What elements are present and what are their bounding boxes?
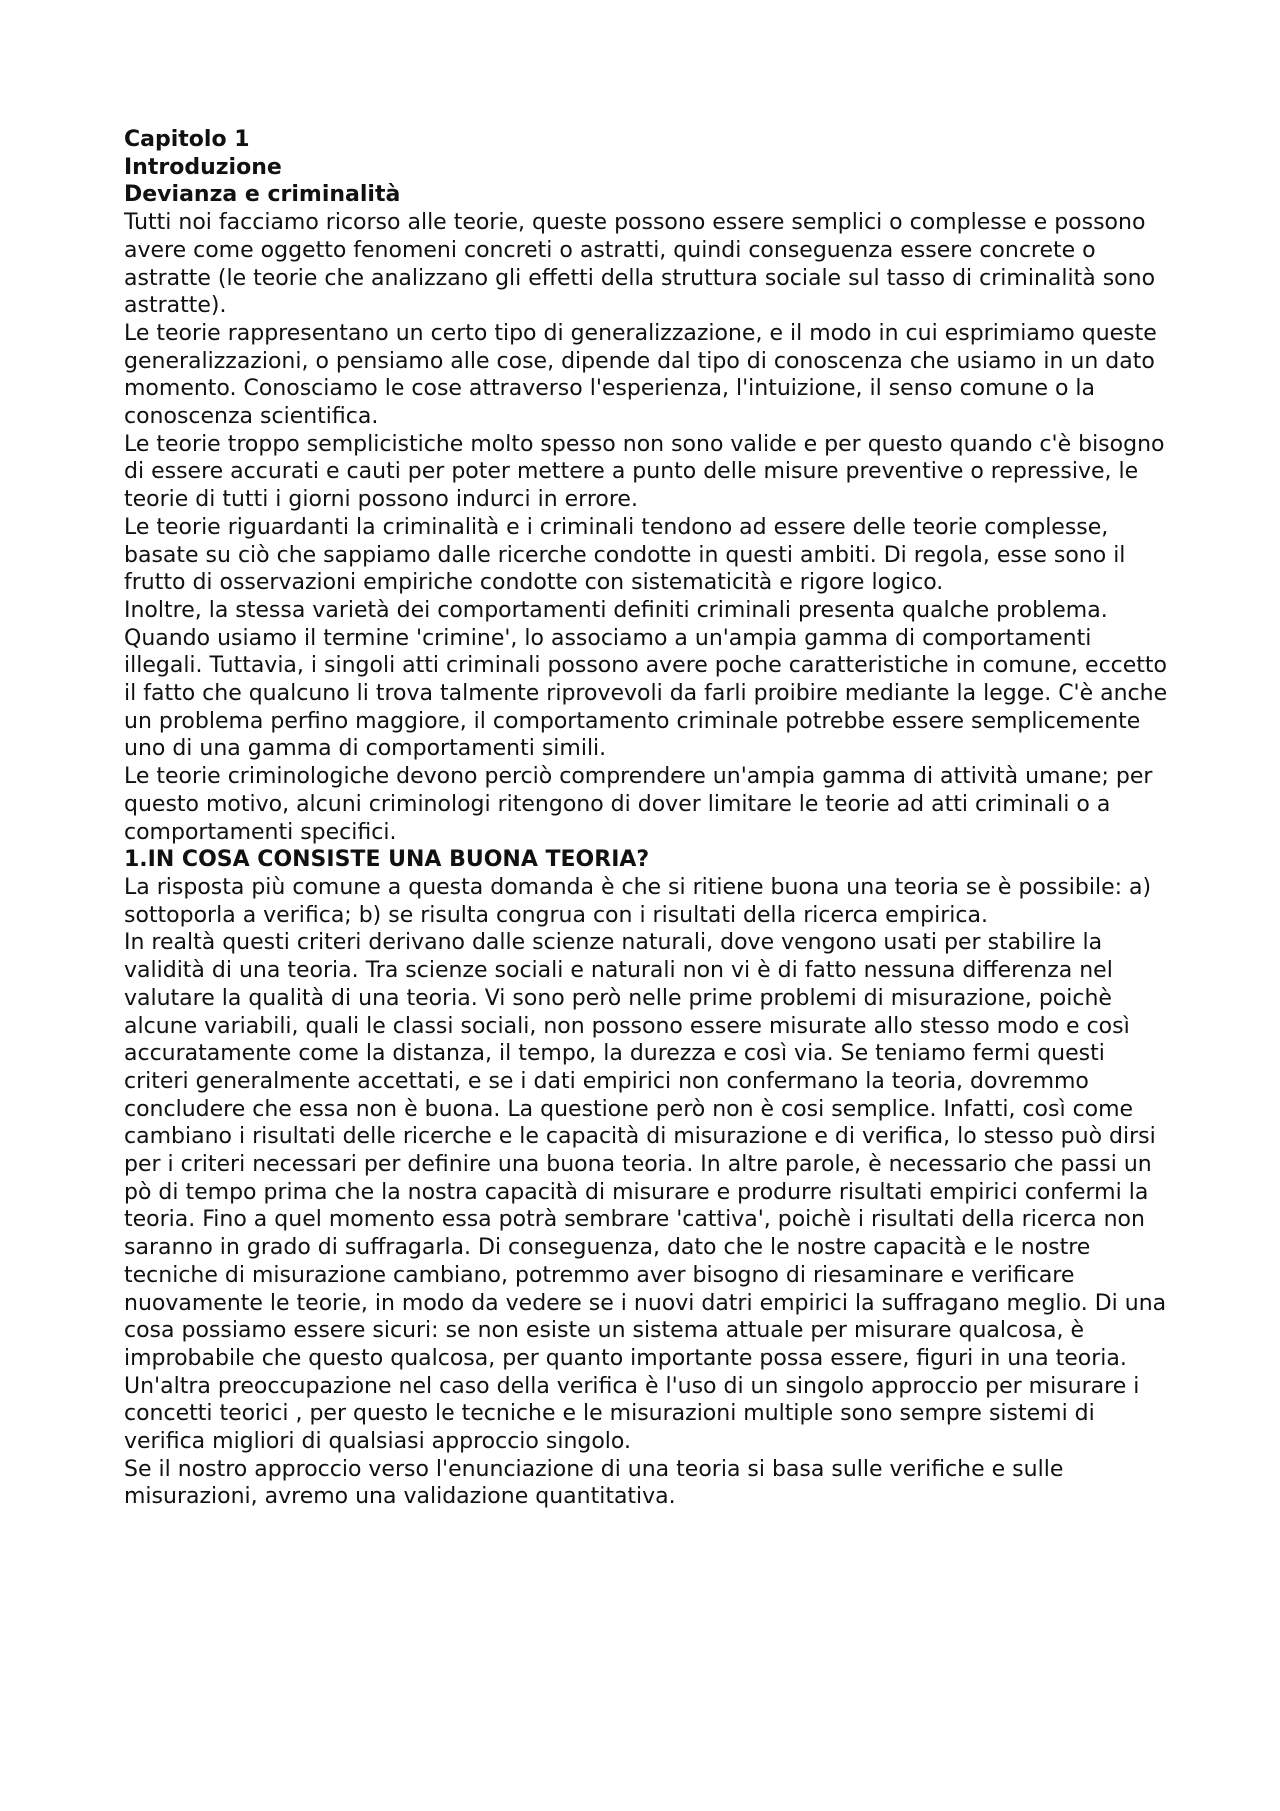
paragraph: Le teorie rappresentano un certo tipo di generalizzazione, e il modo in cui esprimiamo queste generalizzazioni, o pensiamo alle cose, dipende dal tipo di conoscenza che usiamo in un dato momento. Conosciamo le cose attraverso l'esperienza, l'intuizione, il senso comune o la conoscenza scientifica. (124, 320, 1157, 430)
paragraph: In realtà questi criteri derivano dalle scienze naturali, dove vengono usati per stabilire la validità di una teoria. Tra scienze sociali e naturali non vi è di fatto nessuna differenza nel valutare la qualità di una teoria. Vi sono però nelle prime problemi di misurazione, poichè alcune variabili, quali le classi sociali, non possono essere misurate allo stesso modo e così accuratamente come la distanza, il tempo, la durezza e così via. Se teniamo fermi questi criteri generalmente accettati, e se i dati empirici non confermano la teoria, dovremmo concludere che essa non è buona. La questione però non è cosi semplice. Infatti, così come cambiano i risultati delle ricerche e le capacità di misurazione e di verifica, lo stesso può dirsi per i criteri necessari per definire una buona teoria. In altre parole, è necessario che passi un pò di tempo prima che la nostra capacità di misurare e produrre risultati empirici confermi la teoria. Fino a quel momento essa potrà sembrare 'cattiva', poichè i risultati della ricerca non saranno in grado di suffragarla. Di conseguenza, dato che le nostre capacità e le nostre tecniche di misurazione cambiano, potremmo aver bisogno di riesaminare e verificare nuovamente le teorie, in modo da vedere se i nuovi datri empirici la suffragano meglio. Di una cosa possiamo essere sicuri: se non esiste un sistema attuale per misurare qualcosa, è improbabile che questo qualcosa, per quanto importante possa essere, figuri in una teoria. (124, 930, 1167, 1371)
paragraph: Le teorie riguardanti la criminalità e i criminali tendono ad essere delle teorie complesse, basate su ciò che sappiamo dalle ricerche condotte in questi ambiti. Di regola, esse sono il frutto di osservazioni empiriche condotte con sistematicità e rigore logico. (124, 514, 1126, 596)
paragraph: Se il nostro approccio verso l'enunciazione di una teoria si basa sulle verifiche e sulle misurazioni, avremo una validazione quantitativa. (124, 1456, 1064, 1510)
paragraph: Inoltre, la stessa varietà dei comportamenti definiti criminali presenta qualche problema. Quando usiamo il termine 'crimine', lo associamo a un'ampia gamma di comportamenti illegali. Tuttavia, i singoli atti criminali possono avere poche caratteristiche in comune, eccetto il fatto che qualcuno li trova talmente riprovevoli da farli proibire mediante la legge. C'è anche un problema perfino maggiore, il comportamento criminale potrebbe essere semplicemente uno di una gamma di comportamenti simili. (124, 597, 1168, 762)
document-page (124, 126, 1169, 1511)
paragraph: Tutti noi facciamo ricorso alle teorie, queste possono essere semplici o complesse e possono avere come oggetto fenomeni concreti o astratti, quindi conseguenza essere concrete o astratte (le teorie che analizzano gli effetti della struttura sociale sul tasso di criminalità sono astratte). (124, 210, 1156, 319)
paragraph: Le teorie criminologiche devono perciò comprendere un'ampia gamma di attività umane; per questo motivo, alcuni criminologi ritengono di dover limitare le teorie ad atti criminali o a comportamenti specifici. (124, 764, 1153, 845)
paragraph: Le teorie troppo semplicistiche molto spesso non sono valide e per questo quando c'è bisogno di essere accurati e cauti per poter mettere a punto delle misure preventive o repressive, le teorie di tutti i giorni possono indurci in errore. (124, 431, 1165, 513)
chapter-title: Capitolo 1 (124, 127, 250, 152)
intro-title: Introduzione (124, 154, 282, 180)
paragraph: Un'altra preoccupazione nel caso della verifica è l'uso di un singolo approccio per misurare i concetti teorici , per questo le tecniche e le misurazioni multiple sono sempre sistemi di verifica migliori di qualsiasi approccio singolo. (124, 1373, 1140, 1455)
section-heading: 1.IN COSA CONSISTE UNA BUONA TEORIA? (124, 847, 650, 873)
topic-title: Devianza e criminalità (124, 182, 401, 208)
paragraph: La risposta più comune a questa domanda è che si ritiene buona una teoria se è possibile: a) sottoporla a verifica; b) se risulta congrua con i risultati della ricerca empirica. (124, 874, 1152, 928)
